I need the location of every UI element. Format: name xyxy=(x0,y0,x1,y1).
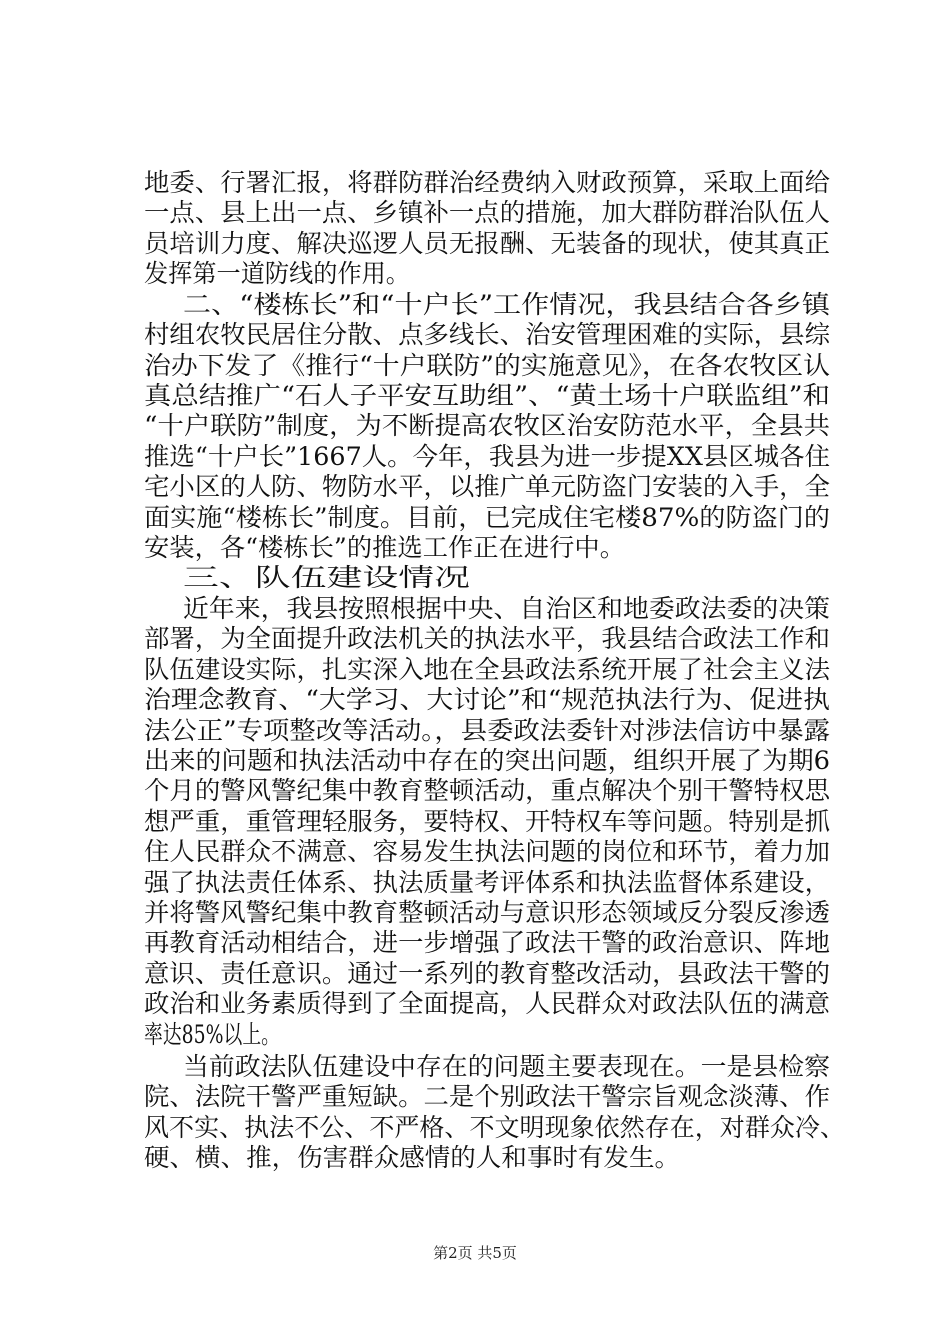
text-line-content: 近年来，我县按照根据中央、自治区和地委政法委的决策 xyxy=(183,593,830,623)
text-line-content: 院、法院干警严重短缺。二是个别政法干警宗旨观念淡薄、作 xyxy=(144,1082,830,1112)
text-line xyxy=(0,1018,950,1052)
text-line xyxy=(0,379,950,413)
text-line xyxy=(0,349,950,383)
text-line xyxy=(0,470,950,504)
text-line-content: 治理念教育、“大学习、大讨论”和“规范执法行为、促进执 xyxy=(144,685,830,715)
text-line-content: 出来的问题和执法活动中存在的突出问题，组织开展了为期6 xyxy=(144,745,830,775)
text-line xyxy=(0,714,950,748)
text-line-content: 想严重，重管理轻服务，要特权、开特权车等问题。特别是抓 xyxy=(144,806,830,836)
text-line xyxy=(0,835,950,869)
text-line xyxy=(0,1111,950,1145)
text-line xyxy=(0,957,950,991)
text-line-content: 法公正”专项整改等活动。，县委政法委针对涉法信访中暴露 xyxy=(144,715,830,745)
text-line-content: 住人民群众不满意、容易发生执法问题的岗位和环节，着力加 xyxy=(144,837,830,867)
text-line xyxy=(0,440,950,474)
text-line-content: 部署，为全面提升政法机关的执法水平，我县结合政法工作和 xyxy=(144,624,830,654)
text-line-content: 治办下发了《推行“十户联防”的实施意见》，在各农牧区认 xyxy=(144,350,830,380)
text-line xyxy=(0,561,950,595)
text-line-content: 强了执法责任体系、执法质量考评体系和执法监督体系建设， xyxy=(144,867,830,897)
text-line-content: 队伍建设实际，扎实深入地在全县政法系统开展了社会主义法 xyxy=(144,654,830,684)
text-line-content: 一点、县上出一点、乡镇补一点的措施，加大群防群治队伍人 xyxy=(144,198,830,228)
text-line xyxy=(0,592,950,626)
text-line xyxy=(0,409,950,443)
text-line xyxy=(0,1141,950,1175)
text-line xyxy=(0,318,950,352)
text-line xyxy=(0,166,950,200)
text-line-content: 风不实、执法不公、不严格、不文明现象依然存在，对群众冷、 xyxy=(144,1112,845,1142)
text-line xyxy=(0,744,950,778)
text-line-content: 硬、横、推，伤害群众感情的人和事时有发生。 xyxy=(144,1143,680,1172)
text-line xyxy=(0,896,950,930)
text-line xyxy=(0,774,950,808)
text-line-content: 地委、行署汇报，将群防群治经费纳入财政预算，采取上面给 xyxy=(144,168,830,197)
text-line-content: 当前政法队伍建设中存在的问题主要表现在。一是县检察 xyxy=(183,1051,830,1081)
text-line-content: 意识、责任意识。通过一系列的教育整改活动，县政法干警的 xyxy=(144,958,830,988)
text-line-content: 宅小区的人防、物防水平，以推广单元防盗门安装的入手，全 xyxy=(144,472,830,502)
text-line xyxy=(0,805,950,839)
text-line xyxy=(0,622,950,656)
text-line xyxy=(0,653,950,687)
text-line-content: 个月的警风警纪集中教育整顿活动，重点解决个别干警特权思 xyxy=(144,776,830,806)
text-line xyxy=(0,257,950,291)
text-line xyxy=(0,288,950,322)
text-line xyxy=(0,196,950,230)
text-line-content: 员培训力度、解决巡逻人员无报酬、无装备的现状，使其真正 xyxy=(144,228,830,258)
text-line xyxy=(0,227,950,261)
text-line-content: 发挥第一道防线的作用。 xyxy=(144,259,410,289)
text-line xyxy=(0,866,950,900)
text-line-content: 真总结推广“石人子平安互助组”、“黄土场十户联监组”和 xyxy=(144,380,830,410)
text-line-content: 推选“十户长”1667人。今年，我县为进一步提XX县区城各住 xyxy=(144,441,831,471)
text-line xyxy=(0,683,950,717)
text-line-content: “十户联防”制度，为不断提高农牧区治安防范水平，全县共 xyxy=(144,411,831,441)
text-line-content: 二、“楼栋长”和“十户长”工作情况，我县结合各乡镇 xyxy=(183,289,830,319)
text-line xyxy=(0,987,950,1021)
text-line-content: 面实施“楼栋长”制度。目前，已完成住宅楼87%的防盗门的 xyxy=(144,502,830,532)
text-line xyxy=(0,501,950,535)
text-line-content: 村组农牧民居住分散、点多线长、治安管理困难的实际，县综 xyxy=(144,320,830,350)
text-line xyxy=(0,531,950,565)
text-line xyxy=(0,926,950,960)
page-footer: 第2页 共5页 xyxy=(433,1244,517,1262)
text-line-content: 再教育活动相结合，进一步增强了政法干警的政治意识、阵地 xyxy=(144,928,830,958)
text-line-content: 安装，各“楼栋长”的推选工作正在进行中。 xyxy=(144,533,625,563)
text-line xyxy=(0,1080,950,1114)
text-line-content: 政治和业务素质得到了全面提高，人民群众对政法队伍的满意 xyxy=(144,989,830,1019)
text-line xyxy=(0,1050,950,1084)
text-line-content: 并将警风警纪集中教育整顿活动与意识形态领域反分裂反渗透 xyxy=(144,898,830,928)
text-line-content: 率达85%以上。 xyxy=(144,1019,280,1049)
text-line-content: 三、队伍建设情况 xyxy=(183,563,470,593)
